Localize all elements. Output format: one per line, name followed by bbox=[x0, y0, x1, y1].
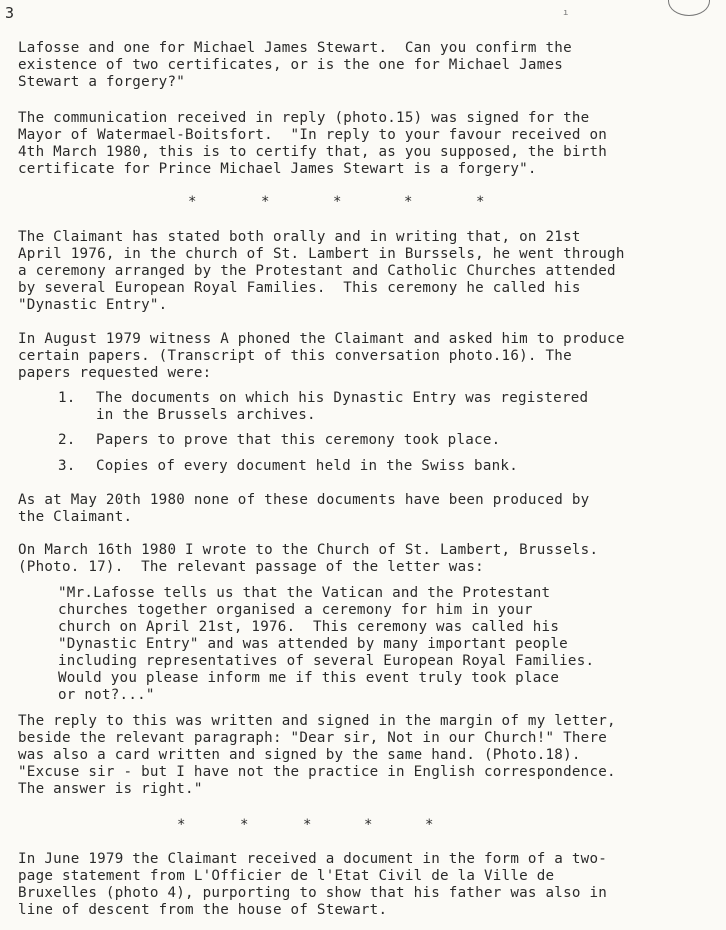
separator-star: * bbox=[333, 194, 342, 210]
quote-line: Would you please inform me if this event truly took place bbox=[58, 670, 560, 686]
separator-star: * bbox=[240, 817, 249, 833]
paragraph-3-line: "Dynastic Entry". bbox=[18, 297, 168, 313]
handwritten-mark bbox=[668, 0, 710, 16]
paragraph-4-line: In August 1979 witness A phoned the Claimant and asked him to produce bbox=[18, 331, 625, 347]
paragraph-7-line: The answer is right." bbox=[18, 781, 203, 797]
paragraph-2-line: The communication received in reply (photo.15) was signed for the bbox=[18, 110, 590, 126]
paragraph-7-line: beside the relevant paragraph: "Dear sir, Not in our Church!" There bbox=[18, 730, 608, 746]
separator-star: * bbox=[425, 817, 434, 833]
paragraph-1-line: Lafosse and one for Michael James Stewart. Can you confirm the bbox=[18, 40, 572, 56]
separator-star: * bbox=[177, 817, 186, 833]
quote-line: including representatives of several European Royal Families. bbox=[58, 653, 595, 669]
paragraph-6-line: (Photo. 17). The relevant passage of the letter was: bbox=[18, 559, 484, 575]
paragraph-5-line: the Claimant. bbox=[18, 509, 133, 525]
paragraph-5-line: As at May 20th 1980 none of these documents have been produced by bbox=[18, 492, 590, 508]
corner-mark: ı bbox=[563, 8, 569, 18]
paragraph-8-line: Bruxelles (photo 4), purporting to show that his father was also in bbox=[18, 885, 608, 901]
paragraph-8-line: page statement from L'Officier de l'Etat Civil de la Ville de bbox=[18, 868, 555, 884]
separator-star: * bbox=[188, 194, 197, 210]
paragraph-7-line: The reply to this was written and signed in the margin of my letter, bbox=[18, 713, 616, 729]
list-item-text: The documents on which his Dynastic Entry was registered bbox=[96, 390, 589, 406]
paragraph-1-line: existence of two certificates, or is the one for Michael James bbox=[18, 57, 564, 73]
paragraph-2-line: Mayor of Watermael-Boitsfort. "In reply to your favour received on bbox=[18, 127, 608, 143]
paragraph-3-line: The Claimant has stated both orally and in writing that, on 21st bbox=[18, 229, 581, 245]
quote-line: or not?..." bbox=[58, 687, 155, 703]
quote-line: churches together organised a ceremony for him in your bbox=[58, 602, 533, 618]
paragraph-2-line: certificate for Prince Michael James Stewart is a forgery". bbox=[18, 161, 537, 177]
separator-star: * bbox=[364, 817, 373, 833]
paragraph-1-line: Stewart a forgery?" bbox=[18, 74, 186, 90]
paragraph-4-line: certain papers. (Transcript of this conversation photo.16). The bbox=[18, 348, 572, 364]
list-item-number: 1. bbox=[58, 390, 76, 406]
paragraph-8-line: In June 1979 the Claimant received a document in the form of a two- bbox=[18, 851, 608, 867]
paragraph-3-line: by several European Royal Families. This ceremony he called his bbox=[18, 280, 581, 296]
paragraph-3-line: a ceremony arranged by the Protestant and Catholic Churches attended bbox=[18, 263, 616, 279]
quote-line: "Dynastic Entry" and was attended by many important people bbox=[58, 636, 568, 652]
paragraph-7-line: was also a card written and signed by the same hand. (Photo.18). bbox=[18, 747, 581, 763]
separator-star: * bbox=[476, 194, 485, 210]
list-item-text: Papers to prove that this ceremony took place. bbox=[96, 432, 501, 448]
page-number: 3 bbox=[5, 4, 15, 22]
paragraph-2-line: 4th March 1980, this is to certify that, as you supposed, the birth bbox=[18, 144, 608, 160]
paragraph-3-line: April 1976, in the church of St. Lambert in Burssels, he went through bbox=[18, 246, 625, 262]
separator-star: * bbox=[303, 817, 312, 833]
quote-line: church on April 21st, 1976. This ceremony was called his bbox=[58, 619, 560, 635]
list-item-number: 3. bbox=[58, 458, 76, 474]
separator-star: * bbox=[261, 194, 270, 210]
list-item-text: in the Brussels archives. bbox=[96, 407, 316, 423]
paragraph-6-line: On March 16th 1980 I wrote to the Church of St. Lambert, Brussels. bbox=[18, 542, 599, 558]
list-item-number: 2. bbox=[58, 432, 76, 448]
list-item-text: Copies of every document held in the Swiss bank. bbox=[96, 458, 518, 474]
quote-line: "Mr.Lafosse tells us that the Vatican and the Protestant bbox=[58, 585, 551, 601]
paragraph-8-line: line of descent from the house of Stewart. bbox=[18, 902, 388, 918]
paragraph-4-line: papers requested were: bbox=[18, 365, 212, 381]
separator-star: * bbox=[404, 194, 413, 210]
paragraph-7-line: "Excuse sir - but I have not the practice in English correspondence. bbox=[18, 764, 616, 780]
